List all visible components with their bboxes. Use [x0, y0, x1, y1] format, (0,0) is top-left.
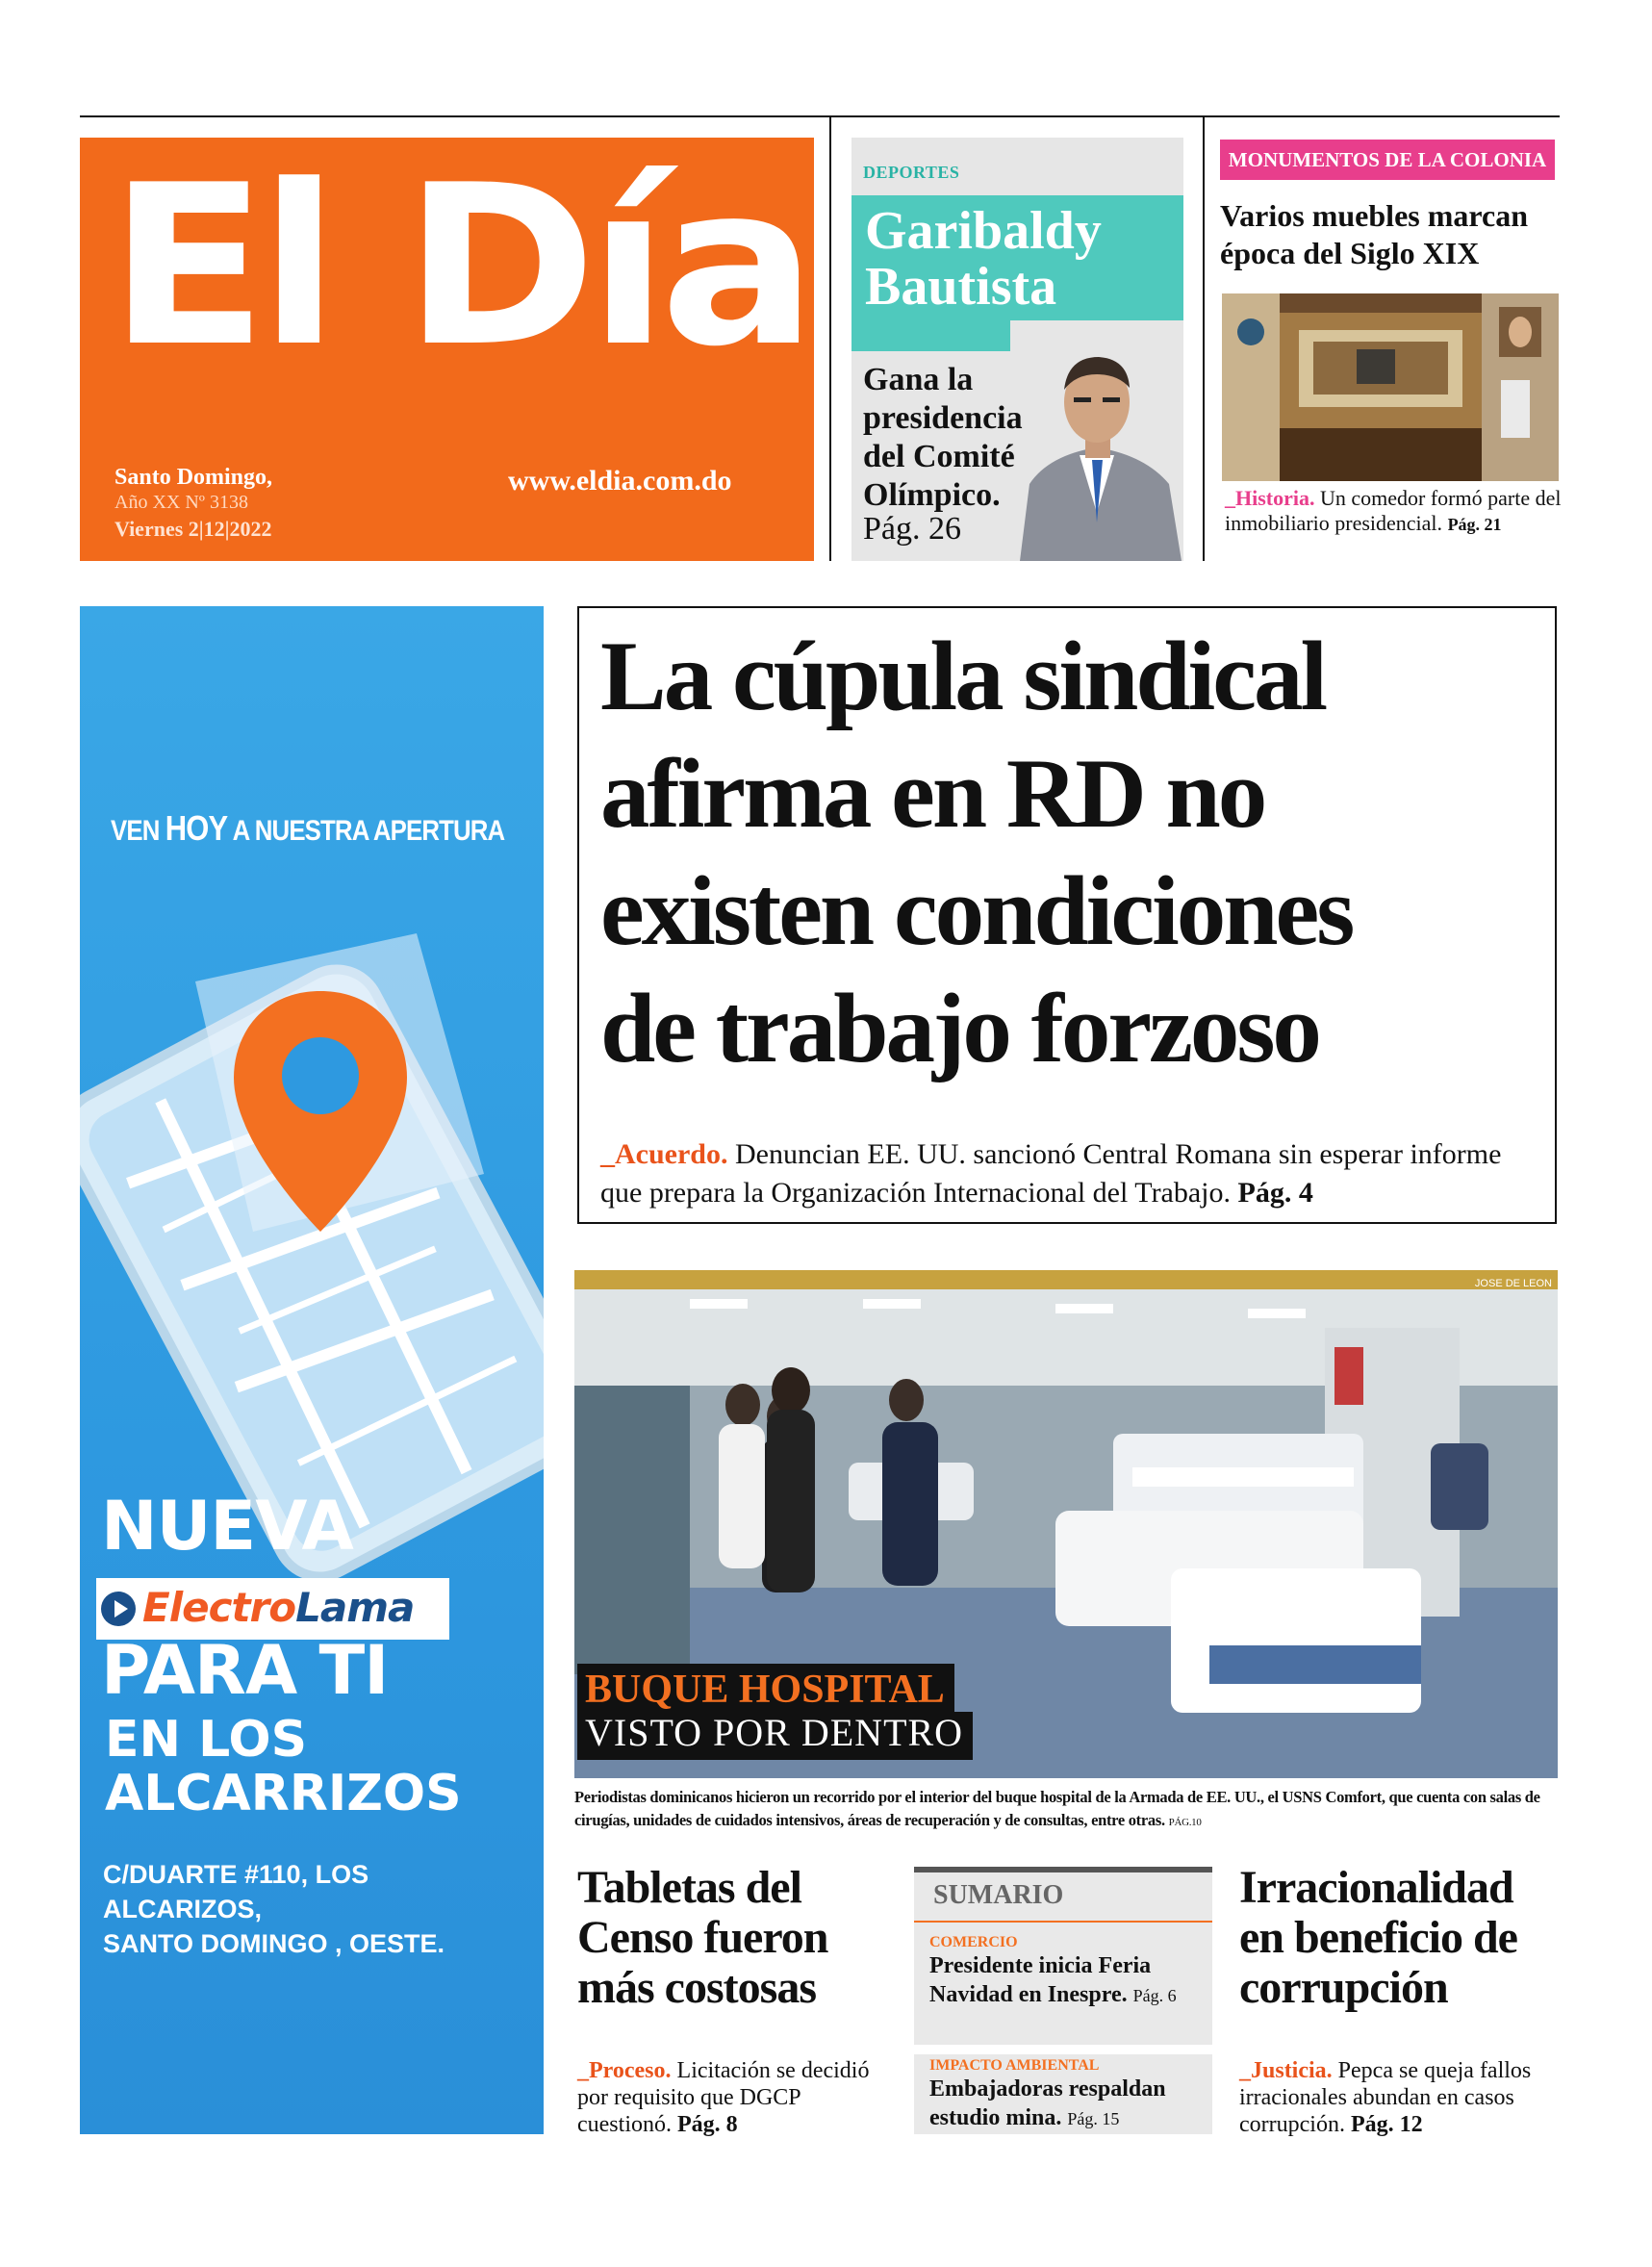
ad-location: EN LOS ALCARRIZOS [105, 1711, 462, 1822]
sumario-item[interactable] [929, 2057, 1208, 2133]
portrait-photo [1010, 320, 1183, 561]
sumario-item[interactable] [929, 1934, 1208, 2010]
brand-name: ElectroLama [142, 1584, 415, 1631]
sumario-box [914, 1867, 1212, 2134]
play-icon [101, 1592, 136, 1626]
photo-caption: Periodistas dominicanos hicieron un recorrido por el interior del buque hospital de la Armada de EE. UU., el USNS Comfort, que cuenta con salas de cirugías, unidades de cuidados intensivos, áreas de recuperación y de consultas, entre otras. PÁG.10 [574, 1788, 1540, 1829]
sumario-title: SUMARIO [933, 1880, 1064, 1910]
corruption-headline[interactable]: Irracionalidad en beneficio de corrupción [1239, 1862, 1517, 2013]
monuments-headline[interactable]: Varios muebles marcan época del Siglo XIX [1220, 198, 1528, 270]
lead-deck: _ Acuerdo. Denuncian EE. UU. sancionó Central Romana sin esperar informe que prepara la Organización Internacional del Trabajo. Pág. 4 [600, 1135, 1543, 1212]
sports-teaser[interactable] [851, 138, 1183, 561]
ad-nueva: NUEVA [101, 1487, 353, 1566]
corruption-deck: _ Justicia. Pepca se queja fallos irracionales abundan en casos corrupción. Pág. 12 [1239, 2057, 1557, 2138]
column-divider [1203, 115, 1205, 561]
sumario-divider [914, 1921, 1212, 1923]
monuments-summary: _Historia. Un comedor formó parte del inmobiliario presidencial. Pág. 21 [1225, 486, 1562, 535]
sumario-separator [914, 2045, 1212, 2054]
edition-city: Santo Domingo, [114, 465, 273, 490]
ad-address: C/DUARTE #110, LOS ALCARIZOS, SANTO DOMINGO , OESTE. [103, 1860, 445, 1958]
edition-date: Viernes 2|12|2022 [114, 517, 272, 541]
website-link[interactable]: www.eldia.com.do [508, 465, 732, 497]
census-deck: _ Proceso. Licitación se decidió por requisito que DGCP cuestionó. Pág. 8 [577, 2057, 885, 2138]
sumario-item-text: Presidente inicia Feria Navidad en Inespre. Pág. 6 [929, 1953, 1177, 2007]
ad-opening-line: VEN HOY A NUESTRA APERTURA [111, 808, 505, 848]
sumario-item-kicker: IMPACTO AMBIENTAL [929, 2057, 1100, 2074]
sumario-top-rule [914, 1867, 1212, 1872]
masthead[interactable] [80, 138, 814, 561]
electrolama-advertisement[interactable] [80, 606, 544, 2134]
edition-issue: Año XX Nº 3138 [114, 492, 248, 513]
sumario-item-text: Embajadoras respaldan estudio mina. Pág. 15 [929, 2076, 1166, 2130]
census-headline[interactable]: Tabletas del Censo fueron más costosas [577, 1862, 828, 2013]
sports-kicker: DEPORTES [863, 163, 960, 182]
monuments-kicker: MONUMENTOS DE LA COLONIA [1220, 140, 1555, 180]
photo-subtitle: VISTO POR DENTRO [577, 1712, 973, 1760]
lead-story[interactable] [577, 606, 1557, 1224]
sports-headline: Gana la presidencia del Comité Olímpico. [863, 362, 1023, 513]
furniture-photo [1222, 293, 1559, 481]
lead-headline: La cúpula sindical afirma en RD no existen condiciones de trabajo forzoso [600, 622, 1353, 1083]
column-divider [829, 115, 831, 561]
top-rule [80, 115, 1560, 117]
sumario-item-kicker: COMERCIO [929, 1934, 1018, 1950]
photo-credit: JOSE DE LEON [1474, 1278, 1552, 1289]
ad-para-ti: PARA TI [101, 1631, 389, 1710]
sports-page-ref: Pág. 26 [863, 511, 961, 547]
photo-kicker: BUQUE HOSPITAL [577, 1664, 954, 1714]
newspaper-logo: El Día [109, 139, 809, 395]
sports-name: Garibaldy Bautista [865, 201, 1102, 317]
